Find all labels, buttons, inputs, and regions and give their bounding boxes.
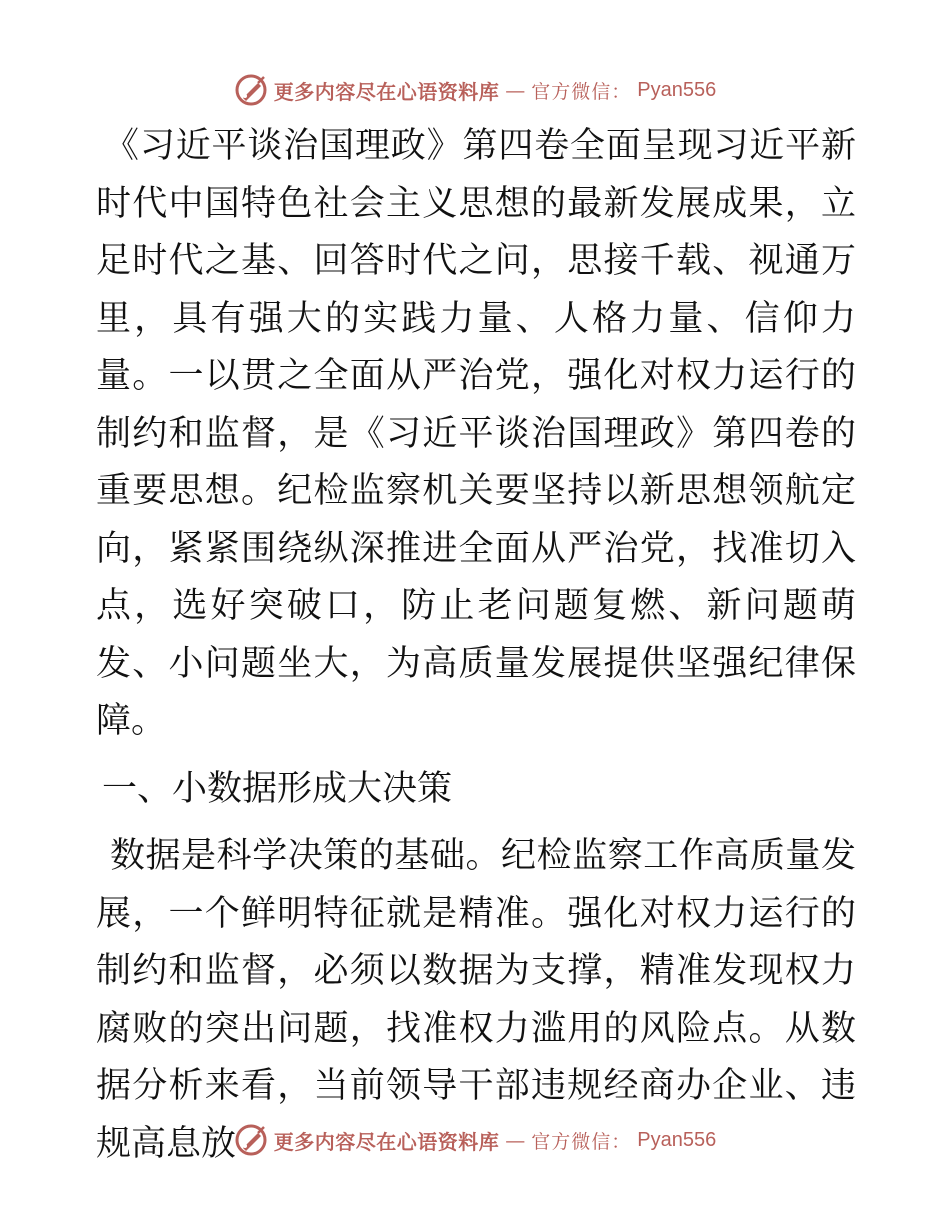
banner-wechat-id: Pyan556: [637, 1128, 717, 1151]
banner-separator: —: [505, 78, 526, 102]
banner-wechat-label: 官方微信：: [531, 80, 632, 103]
banner-title: 更多内容尽在心语资料库: [273, 1129, 500, 1154]
banner-wechat-label: 官方微信：: [531, 1130, 632, 1153]
banner-wechat-id: Pyan556: [637, 78, 717, 101]
banner-separator: —: [505, 1128, 526, 1152]
banner-title: 更多内容尽在心语资料库: [273, 79, 500, 104]
header-watermark-banner: [0, 70, 950, 110]
section-heading: 一、小数据形成大决策: [102, 768, 453, 809]
paragraph-section-1: 数据是科学决策的基础。纪检监察工作高质量发展，一个鲜明特征就是精准。强化对权力运行的制约和监督，必须以数据为支撑，精准发现权力腐败的突出问题，找准权力滥用的风险点。从数据分析来看，当前领导干部违规经商办企业、违规高息放: [96, 836, 856, 1164]
quill-pen-logo-icon: [234, 1123, 268, 1157]
document-body: [96, 118, 856, 1173]
paragraph-intro: 《习近平谈治国理政》第四卷全面呈现习近平新时代中国特色社会主义思想的最新发展成果，立足时代之基、回答时代之问，思接千载、视通万里，具有强大的实践力量、人格力量、信仰力量。一以贯之全面从严治党，强化对权力运行的制约和监督，是《习近平谈治国理政》第四卷的重要思想。纪检监察机关要坚持以新思想领航定向，紧紧围绕纵深推进全面从严治党，找准切入点，选好突破口，防止老问题复燃、新问题萌发、小问题坐大，为高质量发展提供坚强纪律保障。: [96, 126, 856, 741]
quill-pen-logo-icon: [234, 73, 268, 107]
footer-watermark-banner: [0, 1120, 950, 1160]
